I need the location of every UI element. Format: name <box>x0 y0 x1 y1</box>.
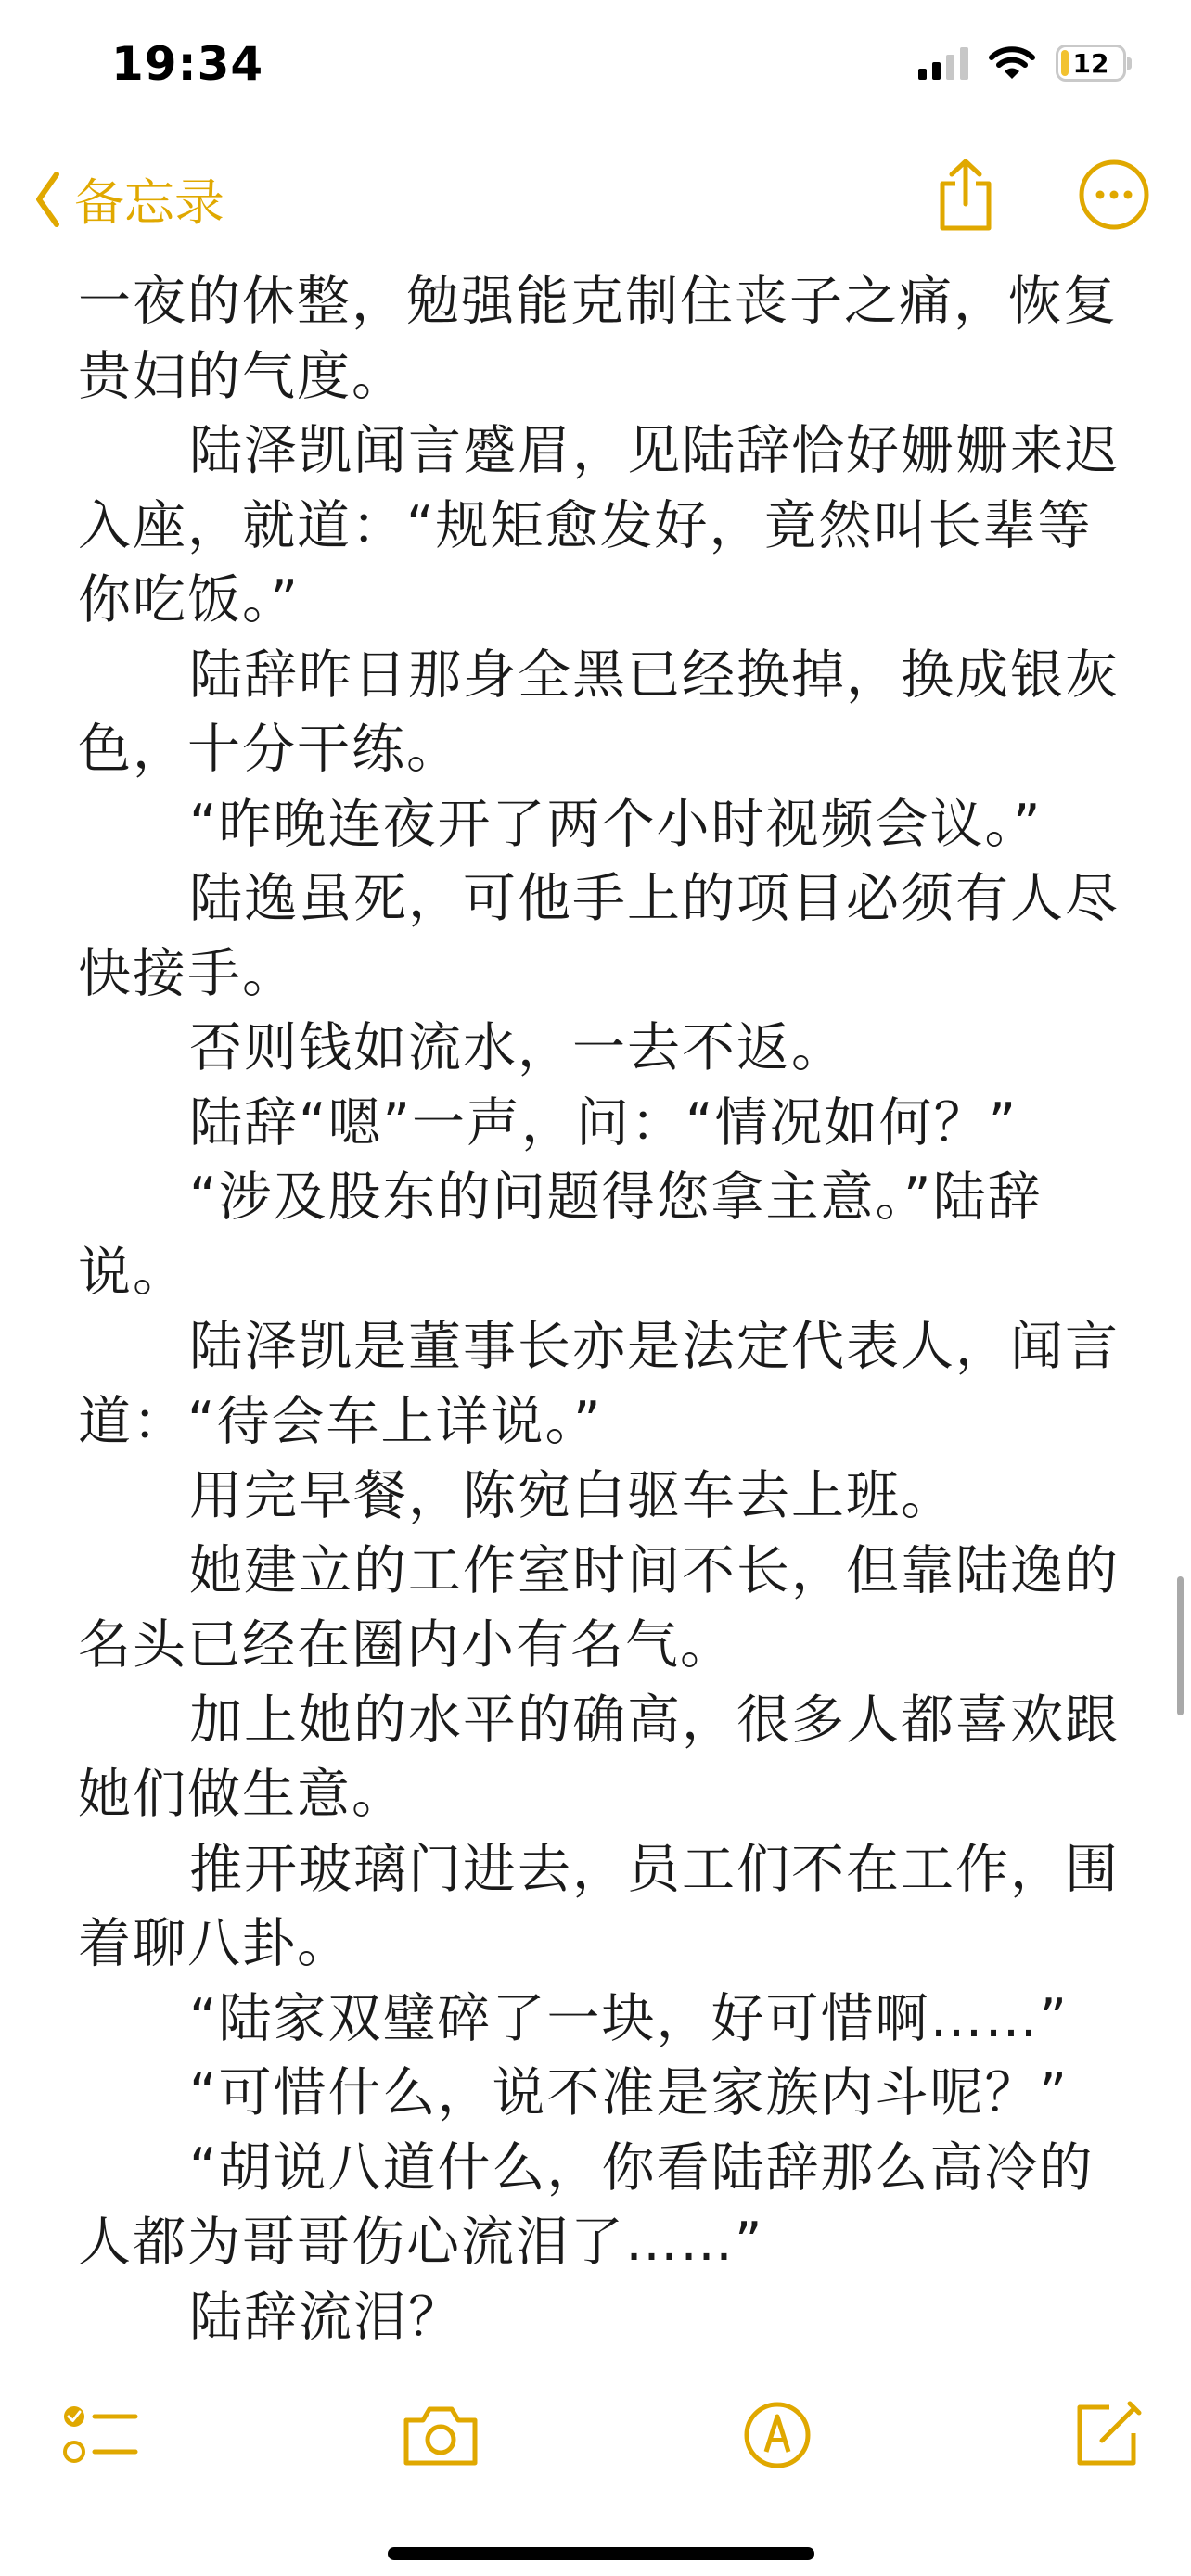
compose-icon <box>1069 2398 1143 2472</box>
bottom-toolbar <box>0 2383 1191 2494</box>
note-paragraph: 她建立的工作室时间不长，但靠陆逸的名头已经在圈内小有名气。 <box>78 1539 1120 1676</box>
status-icons <box>918 45 1126 82</box>
camera-button[interactable] <box>399 2398 482 2476</box>
battery-cap <box>1127 57 1132 70</box>
note-paragraph: “陆家双璧碎了一块，好可惜啊……” <box>189 1987 1069 2049</box>
checklist-button[interactable] <box>61 2398 139 2476</box>
note-paragraph: 推开玻璃门进去，员工们不在工作，围着聊八卦。 <box>78 1838 1120 1974</box>
chevron-left-icon <box>33 171 61 228</box>
navigation-bar <box>0 139 1191 250</box>
note-paragraph: 陆辞昨日那身全黑已经换掉，换成银灰色，十分干练。 <box>78 644 1120 780</box>
note-paragraph: 陆辞“嗯”一声，问：“情况如何？” <box>189 1091 1018 1154</box>
note-paragraph: 用完早餐，陈宛白驱车去上班。 <box>189 1465 955 1526</box>
share-button[interactable] <box>933 158 998 236</box>
note-body[interactable] <box>78 264 1139 2354</box>
status-bar <box>0 0 1191 139</box>
note-paragraph: “昨晚连夜开了两个小时视频会议。” <box>189 793 1043 855</box>
home-indicator[interactable] <box>388 2547 814 2560</box>
note-paragraph: 加上她的水平的确高，很多人都喜欢跟她们做生意。 <box>78 1689 1120 1825</box>
wifi-icon <box>989 45 1035 81</box>
status-time: 19:34 <box>111 37 264 91</box>
scroll-indicator[interactable] <box>1177 1576 1184 1715</box>
battery-percent: 12 <box>1072 47 1109 79</box>
note-paragraph: “可惜什么，说不准是家族内斗呢？” <box>189 2062 1069 2123</box>
battery-level-fill <box>1061 50 1069 76</box>
camera-icon <box>399 2398 482 2472</box>
more-icon <box>1078 159 1150 231</box>
back-button[interactable] <box>33 163 224 235</box>
note-paragraph: 陆辞流泪？ <box>189 2286 463 2348</box>
battery-icon <box>1056 45 1126 82</box>
back-label: 备忘录 <box>74 173 224 232</box>
cellular-signal-icon <box>918 46 968 80</box>
note-paragraph: 否则钱如流水，一去不返。 <box>189 1017 846 1078</box>
markup-button[interactable] <box>740 2398 814 2476</box>
compose-button[interactable] <box>1069 2398 1143 2476</box>
markup-pen-icon <box>740 2398 814 2472</box>
note-paragraph: “涉及股东的问题得您拿主意。”陆辞说。 <box>78 1167 1043 1303</box>
note-paragraph: 陆泽凯是董事长亦是法定代表人，闻言道：“待会车上详说。” <box>78 1316 1120 1452</box>
checklist-icon <box>61 2398 139 2472</box>
note-paragraph: 陆泽凯闻言蹙眉，见陆辞恰好姗姗来迟入座，就道：“规矩愈发好，竟然叫长辈等你吃饭。” <box>78 420 1120 631</box>
nav-actions <box>933 158 1150 236</box>
note-paragraph: “胡说八道什么，你看陆辞那么高冷的人都为哥哥伤心流泪了……” <box>78 2136 1095 2273</box>
note-paragraph: 陆逸虽死，可他手上的项目必须有人尽快接手。 <box>78 868 1120 1004</box>
note-paragraph: 一夜的休整，勉强能克制住丧子之痛，恢复贵妇的气度。 <box>78 271 1118 407</box>
more-button[interactable] <box>1078 159 1150 235</box>
share-icon <box>933 158 998 232</box>
